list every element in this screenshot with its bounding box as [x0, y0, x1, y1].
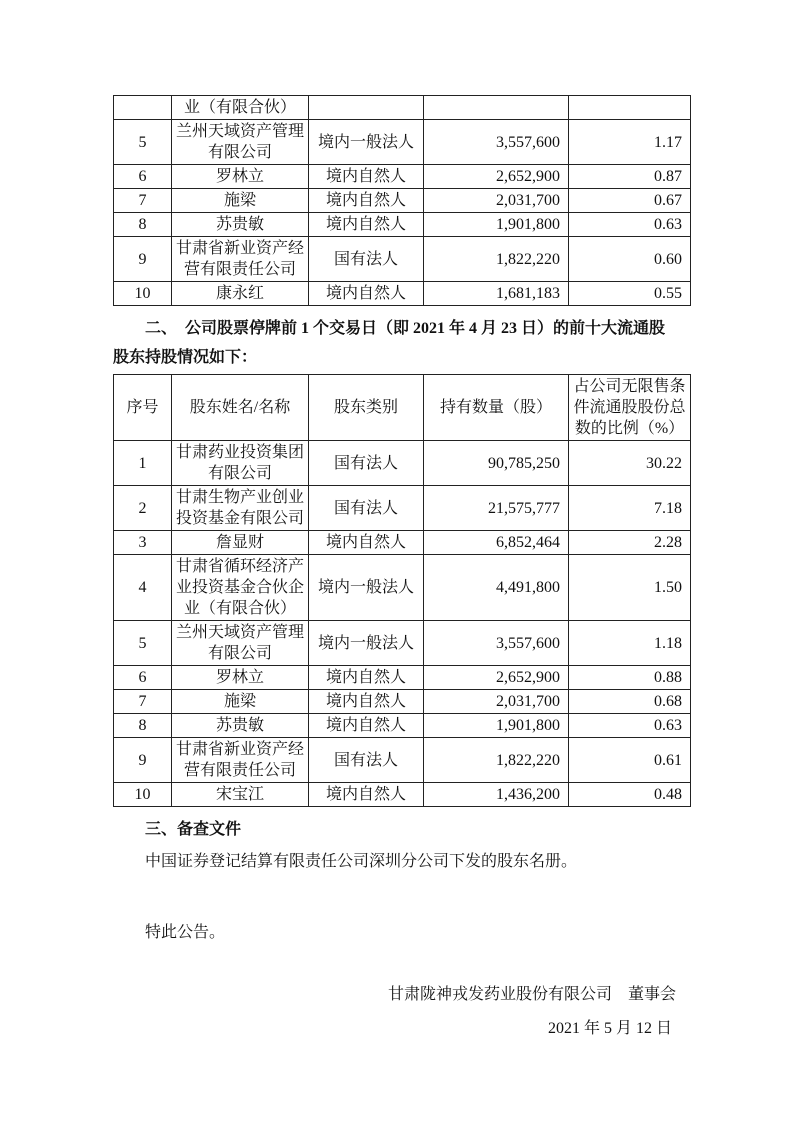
seq-cell: 3	[114, 531, 172, 555]
shareholder-type-cell: 境内自然人	[309, 531, 424, 555]
shareholder-type-cell: 境内自然人	[309, 165, 424, 189]
shareholder-type-cell: 境内自然人	[309, 213, 424, 237]
shareholder-type-cell: 国有法人	[309, 486, 424, 531]
shares-held-cell: 2,031,700	[424, 189, 569, 213]
shareholder-name-cell: 康永红	[172, 282, 309, 306]
shareholder-name-cell: 罗林立	[172, 666, 309, 690]
seq-cell: 10	[114, 783, 172, 807]
section-three-heading: 三、备查文件	[145, 821, 242, 838]
table-row	[114, 714, 691, 738]
shares-held-cell: 2,652,900	[424, 165, 569, 189]
percentage-cell: 0.67	[569, 189, 691, 213]
percentage-cell: 1.50	[569, 555, 691, 621]
shareholder-name-cell: 甘肃生物产业创业投资基金有限公司	[172, 486, 309, 531]
shareholder-type-cell: 境内一般法人	[309, 120, 424, 165]
table-row	[114, 120, 691, 165]
shares-held-cell: 3,557,600	[424, 120, 569, 165]
shareholder-name-cell: 甘肃药业投资集团有限公司	[172, 441, 309, 486]
shares-held-cell	[424, 96, 569, 120]
table-header-row	[114, 375, 691, 441]
shareholder-name-cell: 甘肃省新业资产经营有限责任公司	[172, 237, 309, 282]
seq-cell: 8	[114, 213, 172, 237]
shares-held-cell: 1,822,220	[424, 738, 569, 783]
percentage-cell: 0.61	[569, 738, 691, 783]
percentage-cell: 0.88	[569, 666, 691, 690]
shareholder-name-cell: 甘肃省循环经济产业投资基金合伙企业（有限合伙）	[172, 555, 309, 621]
table-row	[114, 213, 691, 237]
shareholder-name-cell: 兰州天域资产管理有限公司	[172, 120, 309, 165]
shareholder-type-cell: 国有法人	[309, 441, 424, 486]
shareholder-type-cell: 境内自然人	[309, 189, 424, 213]
shareholders-table-head	[114, 375, 691, 441]
table-row	[114, 738, 691, 783]
shareholder-name-cell: 宋宝江	[172, 783, 309, 807]
shareholder-name-cell: 甘肃省新业资产经营有限责任公司	[172, 738, 309, 783]
shareholder-name-cell: 施梁	[172, 189, 309, 213]
shareholders-table-continuation-body	[114, 96, 691, 306]
seq-cell: 2	[114, 486, 172, 531]
table-row	[114, 189, 691, 213]
seq-cell: 4	[114, 555, 172, 621]
shareholder-type-cell: 境内自然人	[309, 690, 424, 714]
percentage-cell: 30.22	[569, 441, 691, 486]
seq-cell: 9	[114, 738, 172, 783]
section-three-body: 中国证券登记结算有限责任公司深圳分公司下发的股东名册。	[145, 853, 578, 870]
shares-held-cell: 90,785,250	[424, 441, 569, 486]
shareholder-name-cell: 苏贵敏	[172, 213, 309, 237]
shareholder-name-cell: 苏贵敏	[172, 714, 309, 738]
shareholders-table-continuation	[113, 95, 691, 306]
shareholder-name-cell: 罗林立	[172, 165, 309, 189]
percentage-cell: 2.28	[569, 531, 691, 555]
shareholder-name-cell: 詹显财	[172, 531, 309, 555]
shareholder-type-cell: 国有法人	[309, 237, 424, 282]
seq-cell: 5	[114, 621, 172, 666]
shareholder-type-cell: 国有法人	[309, 738, 424, 783]
shareholder-name-cell: 业（有限合伙）	[172, 96, 309, 120]
table-row	[114, 783, 691, 807]
seq-cell	[114, 96, 172, 120]
shareholder-type-cell: 境内一般法人	[309, 555, 424, 621]
shareholder-name-cell: 施梁	[172, 690, 309, 714]
shares-held-cell: 3,557,600	[424, 621, 569, 666]
seq-cell: 10	[114, 282, 172, 306]
shares-held-cell: 6,852,464	[424, 531, 569, 555]
signature-line: 甘肃陇神戎发药业股份有限公司 董事会	[387, 986, 676, 1003]
percentage-cell	[569, 96, 691, 120]
percentage-cell: 0.63	[569, 213, 691, 237]
table-row	[114, 486, 691, 531]
shareholder-type-cell: 境内自然人	[309, 783, 424, 807]
table-row	[114, 282, 691, 306]
closing-announcement: 特此公告。	[145, 924, 226, 941]
shareholder-type-cell: 境内自然人	[309, 714, 424, 738]
seq-cell: 7	[114, 189, 172, 213]
percentage-cell: 1.17	[569, 120, 691, 165]
shareholder-type-cell: 境内自然人	[309, 666, 424, 690]
percentage-cell: 0.48	[569, 783, 691, 807]
shares-held-cell: 2,652,900	[424, 666, 569, 690]
percentage-cell: 0.87	[569, 165, 691, 189]
shareholder-type-cell: 境内一般法人	[309, 621, 424, 666]
table-row	[114, 690, 691, 714]
seq-cell: 6	[114, 165, 172, 189]
shareholder-type-cell	[309, 96, 424, 120]
seq-cell: 9	[114, 237, 172, 282]
table-row	[114, 531, 691, 555]
percentage-cell: 1.18	[569, 621, 691, 666]
shares-held-cell: 1,901,800	[424, 213, 569, 237]
percentage-cell: 0.60	[569, 237, 691, 282]
table-row	[114, 165, 691, 189]
shareholder-name-cell: 兰州天域资产管理有限公司	[172, 621, 309, 666]
shares-held-header: 持有数量（股）	[424, 375, 569, 441]
percentage-cell: 0.63	[569, 714, 691, 738]
seq-cell: 6	[114, 666, 172, 690]
shares-held-cell: 1,822,220	[424, 237, 569, 282]
shareholder-name-header: 股东姓名/名称	[172, 375, 309, 441]
shareholder-type-header: 股东类别	[309, 375, 424, 441]
seq-cell: 8	[114, 714, 172, 738]
section-two-heading-line2: 股东持股情况如下：	[113, 349, 258, 366]
shareholder-type-cell: 境内自然人	[309, 282, 424, 306]
shares-held-cell: 4,491,800	[424, 555, 569, 621]
table-row	[114, 441, 691, 486]
table-row	[114, 96, 691, 120]
shares-held-cell: 1,436,200	[424, 783, 569, 807]
section-two-heading-line1: 二、 公司股票停牌前 1 个交易日（即 2021 年 4 月 23 日）的前十大流通股	[145, 320, 666, 337]
seq-cell: 7	[114, 690, 172, 714]
percentage-cell: 0.68	[569, 690, 691, 714]
shares-held-cell: 21,575,777	[424, 486, 569, 531]
table-row	[114, 555, 691, 621]
shares-held-cell: 1,901,800	[424, 714, 569, 738]
shares-held-cell: 1,681,183	[424, 282, 569, 306]
seq-header: 序号	[114, 375, 172, 441]
percentage-header: 占公司无限售条件流通股股份总数的比例（%）	[569, 375, 691, 441]
table-row	[114, 237, 691, 282]
shareholders-table-body	[114, 441, 691, 807]
percentage-cell: 7.18	[569, 486, 691, 531]
seq-cell: 1	[114, 441, 172, 486]
table-row	[114, 621, 691, 666]
seq-cell: 5	[114, 120, 172, 165]
shares-held-cell: 2,031,700	[424, 690, 569, 714]
shareholders-table-before-suspension	[113, 374, 691, 807]
percentage-cell: 0.55	[569, 282, 691, 306]
date-line: 2021 年 5 月 12 日	[547, 1020, 672, 1037]
table-row	[114, 666, 691, 690]
